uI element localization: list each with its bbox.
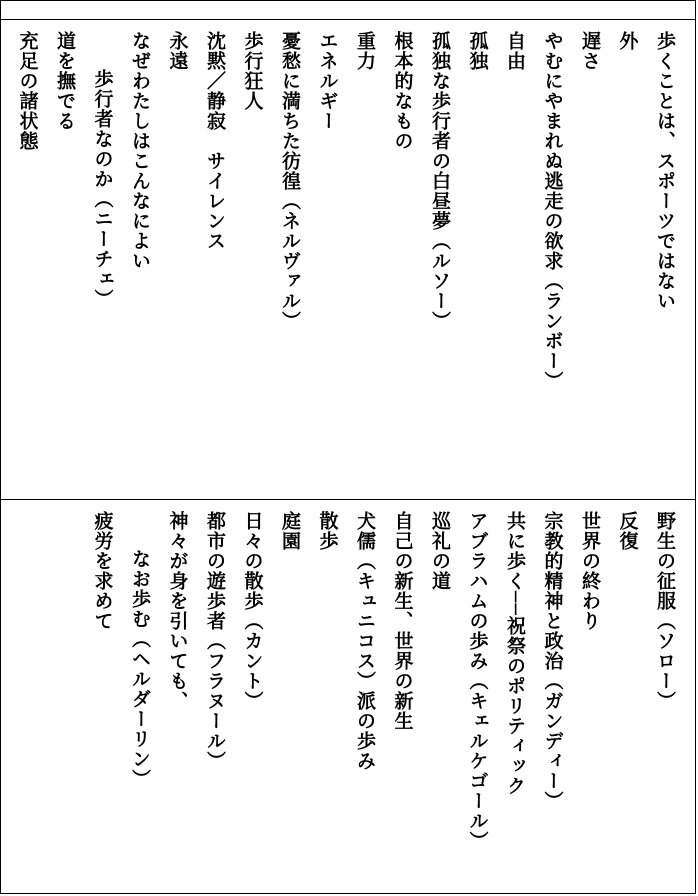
contents-item: 歩行者なのか（ニーチェ） — [91, 69, 114, 309]
contents-section-1 — [9, 31, 683, 491]
contents-item: 憂愁に満ちた彷徨（ネルヴァル） — [279, 31, 301, 331]
middle-rule — [1, 499, 695, 500]
contents-item: 根本的なもの — [391, 31, 414, 151]
contents-item: 共に歩く──祝祭のポリティック — [504, 511, 526, 796]
contents-item: なぜわたしはこんなによい — [129, 31, 151, 271]
contents-item: 宗教的精神と政治（ガンディー） — [541, 511, 564, 811]
contents-item: 道を撫でる — [54, 31, 76, 131]
contents-item: 永遠 — [166, 31, 189, 71]
contents-item: 神々が身を引いても、 — [166, 511, 189, 711]
contents-item: 重力 — [354, 31, 376, 71]
contents-item: エネルギー — [316, 31, 339, 131]
contents-item: 巡礼の道 — [429, 511, 451, 591]
contents-item: 歩行狂人 — [241, 31, 264, 111]
contents-item: 沈黙／静寂 サイレンス — [204, 31, 226, 251]
contents-item: なお歩む（ヘルダーリン） — [129, 549, 151, 789]
contents-item: やむにやまれぬ逃走の欲求（ランボー） — [541, 31, 564, 391]
contents-item — [0, 31, 8, 491]
contents-item: 都市の遊歩者（フラヌール） — [204, 511, 226, 771]
contents-item: 自由 — [504, 31, 526, 71]
contents-item: 庭園 — [279, 511, 301, 551]
contents-item: 自己の新生、世界の新生 — [391, 511, 414, 731]
contents-item: 歩くことは、スポーツではない — [654, 31, 676, 311]
contents-item: 疲労を求めて — [91, 511, 114, 631]
contents-item: 遅さ — [579, 31, 601, 71]
contents-item: 孤独な歩行者の白昼夢（ルソー） — [429, 31, 451, 331]
contents-item: 日々の散歩（カント） — [241, 511, 264, 711]
contents-item: 犬儒（キュニコス）派の歩み — [354, 511, 376, 771]
top-rule — [1, 19, 695, 20]
contents-item: 散歩 — [316, 511, 339, 551]
contents-item: 野生の征服（ソロー） — [654, 511, 676, 711]
contents-item: 世界の終わり — [579, 511, 601, 631]
contents-section-2 — [9, 511, 683, 889]
contents-item: 外 — [616, 31, 639, 51]
contents-item: 反復 — [616, 511, 639, 551]
contents-item: 充足の諸状態 — [16, 31, 39, 151]
contents-item: 孤独 — [466, 31, 489, 71]
contents-item: アブラハムの歩み（キェルケゴール） — [466, 511, 489, 851]
